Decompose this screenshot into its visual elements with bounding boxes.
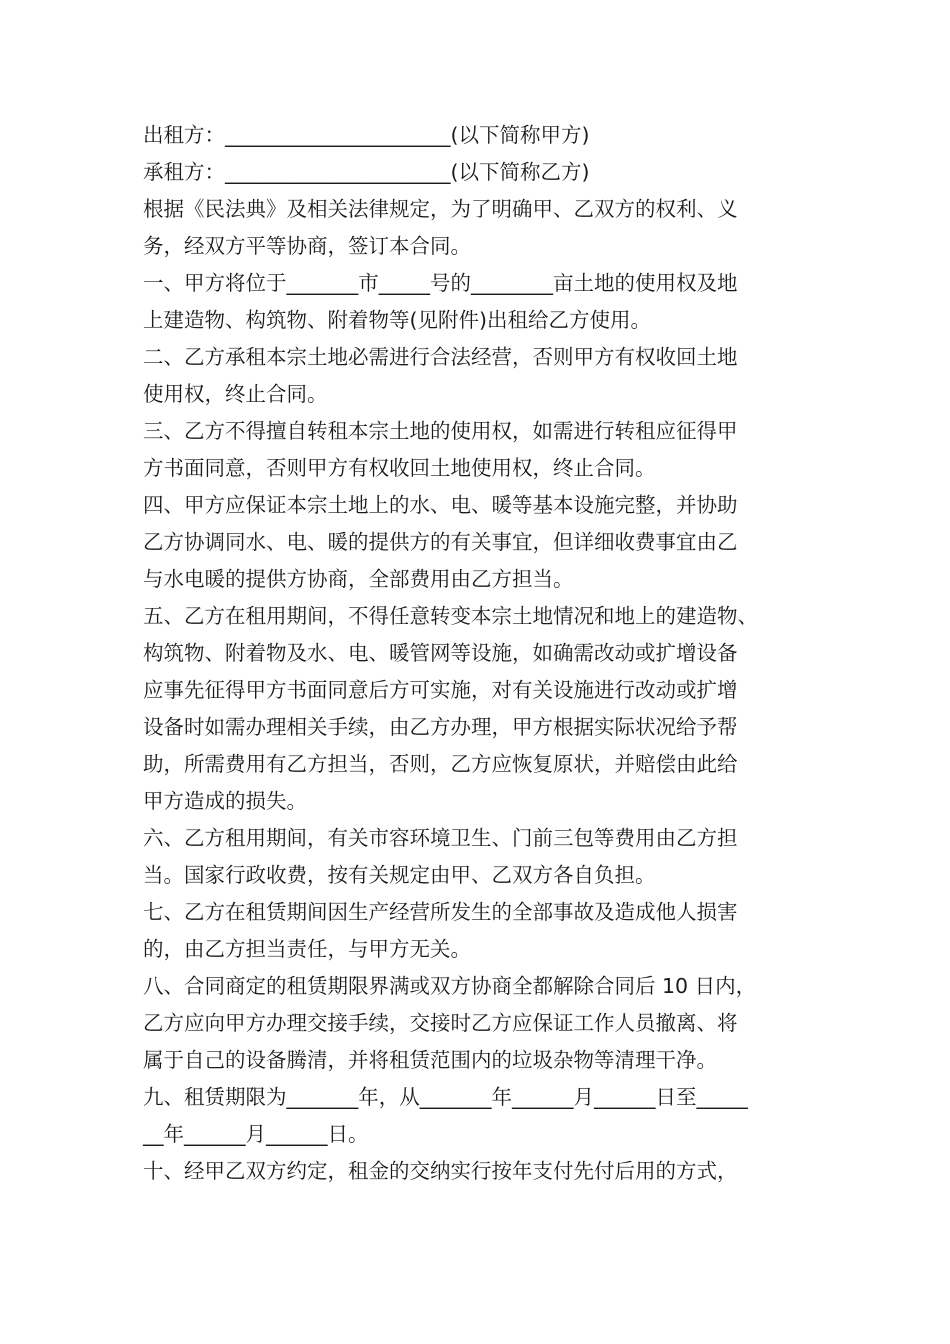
clause-2-line: 使用权，终止合同。 (143, 382, 328, 406)
clause-7-line: 七、乙方在租赁期间因生产经营所发生的全部事故及造成他人损害 (143, 900, 738, 924)
lessor-line: 出租方：______________________(以下简称甲方) (143, 123, 590, 147)
clause-5-line: 应事先征得甲方书面同意后方可实施，对有关设施进行改动或扩增 (143, 678, 738, 702)
clause-9-line: 九、租赁期限为_______年，从_______年______月______日至_____ (143, 1085, 748, 1109)
clause-5-line: 构筑物、附着物及水、电、暖管网等设施，如确需改动或扩增设备 (143, 641, 738, 665)
clause-8-line: 乙方应向甲方办理交接手续，交接时乙方应保证工作人员撤离、将 (143, 1011, 738, 1035)
clause-5-line: 设备时如需办理相关手续，由乙方办理，甲方根据实际状况给予帮 (143, 715, 738, 739)
clause-7-line: 的，由乙方担当责任，与甲方无关。 (143, 937, 471, 961)
contract-body (143, 117, 823, 1190)
clause-6-line: 六、乙方租用期间，有关市容环境卫生、门前三包等费用由乙方担 (143, 826, 738, 850)
preamble-line: 根据《民法典》及相关法律规定，为了明确甲、乙双方的权利、义 (143, 197, 738, 221)
clause-8-line: 八、合同商定的租赁期限界满或双方协商全都解除合同后 10 日内， (143, 974, 757, 998)
clause-9-line: __年______月______日。 (143, 1122, 369, 1146)
clause-6-line: 当。国家行政收费，按有关规定由甲、乙双方各自负担。 (143, 863, 656, 887)
clause-1-line: 一、甲方将位于_______市_____号的________亩土地的使用权及地 (143, 271, 738, 295)
clause-2-line: 二、乙方承租本宗土地必需进行合法经营，否则甲方有权收回土地 (143, 345, 738, 369)
preamble-line: 务，经双方平等协商，签订本合同。 (143, 234, 471, 258)
clause-4-line: 乙方协调同水、电、暖的提供方的有关事宜，但详细收费事宜由乙 (143, 530, 738, 554)
clause-5-line: 助，所需费用有乙方担当，否则，乙方应恢复原状，并赔偿由此给 (143, 752, 738, 776)
clause-5-line: 甲方造成的损失。 (143, 789, 307, 813)
clause-1-line: 上建造物、构筑物、附着物等(见附件)出租给乙方使用。 (143, 308, 651, 332)
clause-8-line: 属于自己的设备腾清，并将租赁范围内的垃圾杂物等清理干净。 (143, 1048, 717, 1072)
clause-3-line: 三、乙方不得擅自转租本宗土地的使用权，如需进行转租应征得甲 (143, 419, 738, 443)
clause-3-line: 方书面同意，否则甲方有权收回土地使用权，终止合同。 (143, 456, 656, 480)
clause-4-line: 与水电暖的提供方协商，全部费用由乙方担当。 (143, 567, 574, 591)
clause-4-line: 四、甲方应保证本宗土地上的水、电、暖等基本设施完整，并协助 (143, 493, 738, 517)
clause-10-line: 十、经甲乙双方约定，租金的交纳实行按年支付先付后用的方式， (143, 1159, 738, 1183)
lessee-line: 承租方：______________________(以下简称乙方) (143, 160, 590, 184)
clause-5-line: 五、乙方在租用期间，不得任意转变本宗土地情况和地上的建造物、 (143, 604, 758, 628)
